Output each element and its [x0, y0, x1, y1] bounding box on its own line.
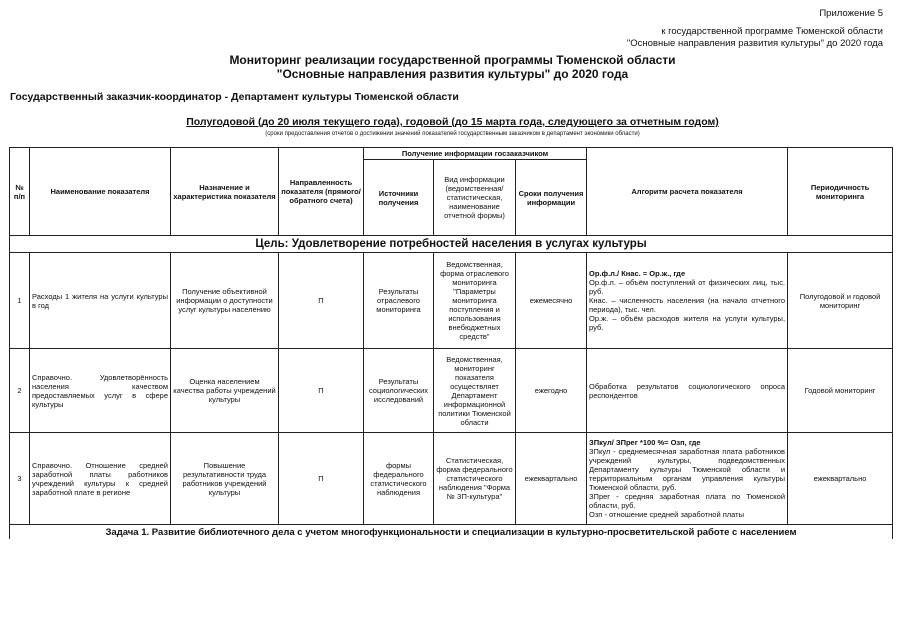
algorithm-line: Озп - отношение средней заработной платы	[589, 510, 744, 519]
row-name: Справочно. Удовлетворённость населения качеством предоставляемых услуг в сфере культуры	[30, 349, 171, 433]
table-row	[10, 349, 893, 433]
appendix-program: к государственной программе Тюменской области	[661, 26, 883, 37]
table-row	[10, 253, 893, 349]
row-info-type: Статистическая, форма федерального статистического наблюдения "Форма № ЗП-культура"	[434, 433, 516, 525]
row-direction: П	[279, 349, 364, 433]
row-algorithm	[587, 349, 788, 433]
row-direction: П	[279, 253, 364, 349]
row-direction: П	[279, 433, 364, 525]
row-purpose: Повышение результативности труда работников учреждений культуры	[171, 433, 279, 525]
row-algorithm	[587, 433, 788, 525]
goal-row	[10, 236, 893, 253]
header-periodicity: Периодичность мониторинга	[788, 148, 893, 236]
reporting-period	[0, 116, 905, 128]
header-num: № п/п	[10, 148, 30, 236]
row-periodicity: ежеквартально	[788, 433, 893, 525]
row-terms: ежемесячно	[516, 253, 587, 349]
row-terms: ежеквартально	[516, 433, 587, 525]
algorithm-line: Ор.ж. – объём расходов жителя на услуги культуры, руб.	[589, 314, 786, 332]
algorithm-line: ЗПкул - среднемесячная заработная плата работников учреждений культуры, подведомственных Департаменту культуры Тюменской области и территориальным органам управления культуры Тюменской области, руб.	[589, 447, 786, 492]
row-info-type: Ведомственная, форма отраслевого мониторинга "Параметры мониторинга поступления и использования внебюджетных средств"	[434, 253, 516, 349]
algorithm-line: Кнас. – численность населения (на начало отчетного периода), тыс. чел.	[589, 296, 786, 314]
monitoring-table	[9, 147, 893, 539]
row-periodicity: Годовой мониторинг	[788, 349, 893, 433]
appendix-number: Приложение 5	[819, 8, 883, 19]
algorithm-line: Ор.ф.л. – объём поступлений от физических лиц, тыс. руб.	[589, 278, 786, 296]
task-text: Задача 1. Развитие библиотечного дела с учетом многофункциональности и специализации в культурно-просветительской работе с населением	[10, 525, 893, 540]
row-sources: формы федерального статистического наблюдения	[364, 433, 434, 525]
task-row	[10, 525, 893, 540]
header-terms: Сроки получения информации	[516, 160, 587, 236]
row-num: 2	[10, 349, 30, 433]
row-terms: ежегодно	[516, 349, 587, 433]
reporting-period-note: (сроки предоставления отчетов о достижении значений показателей государственным заказчиком в департамент экономики области)	[265, 131, 640, 137]
header-algorithm: Алгоритм расчета показателя	[587, 148, 788, 236]
header-name: Наименование показателя	[30, 148, 171, 236]
row-num: 1	[10, 253, 30, 349]
row-sources: Результаты отраслевого мониторинга	[364, 253, 434, 349]
row-purpose: Оценка населением качества работы учреждений культуры	[171, 349, 279, 433]
header-purpose: Назначение и характеристика показателя	[171, 148, 279, 236]
row-algorithm	[587, 253, 788, 349]
document-title	[0, 53, 905, 81]
algorithm-line: Обработка результатов социологического опроса респондентов	[589, 381, 786, 400]
header-sources: Источники получения	[364, 160, 434, 236]
row-periodicity: Полугодовой и годовой мониторинг	[788, 253, 893, 349]
header-info-group: Получение информации госзаказчиком	[364, 148, 587, 160]
appendix-program-name: "Основные направления развития культуры" до 2020 года	[626, 38, 883, 49]
row-name: Справочно. Отношение средней заработной платы работников учреждений культуры к средней заработной плате в регионе	[30, 433, 171, 525]
table-row	[10, 433, 893, 525]
algorithm-line: ЗПрег - средняя заработная плата по Тюменской области, руб.	[589, 492, 786, 510]
row-sources: Результаты социологических исследований	[364, 349, 434, 433]
title-line-2: "Основные направления развития культуры" до 2020 года	[276, 67, 629, 81]
row-info-type: Ведомственная, мониторинг показателя осуществляет Департамент информационной политики Тюменской области	[434, 349, 516, 433]
row-name: Расходы 1 жителя на услуги культуры в год	[30, 253, 171, 349]
state-customer: Государственный заказчик-координатор - Департамент культуры Тюменской области	[10, 91, 459, 103]
algorithm-formula: Ор.ф.л./ Кнас. = Ор.ж., где	[589, 269, 686, 278]
row-num: 3	[10, 433, 30, 525]
reporting-period-text: Полугодовой (до 20 июля текущего года), годовой (до 15 марта года, следующего за отчетным годом)	[186, 116, 719, 128]
header-info-type: Вид информации (ведомственная/ статистическая, наименование отчетной формы)	[434, 160, 516, 236]
algorithm-formula: ЗПкул/ ЗПрег *100 %= Озп, где	[589, 438, 701, 447]
goal-text: Цель: Удовлетворение потребностей населения в услугах культуры	[10, 236, 893, 253]
appendix-header	[627, 8, 883, 50]
header-direction: Направленность показателя (прямого/ обратного счета)	[279, 148, 364, 236]
header-row-1	[10, 148, 893, 160]
title-line-1: Мониторинг реализации государственной программы Тюменской области	[229, 53, 676, 67]
row-purpose: Получение объективной информации о доступности услуг культуры населению	[171, 253, 279, 349]
